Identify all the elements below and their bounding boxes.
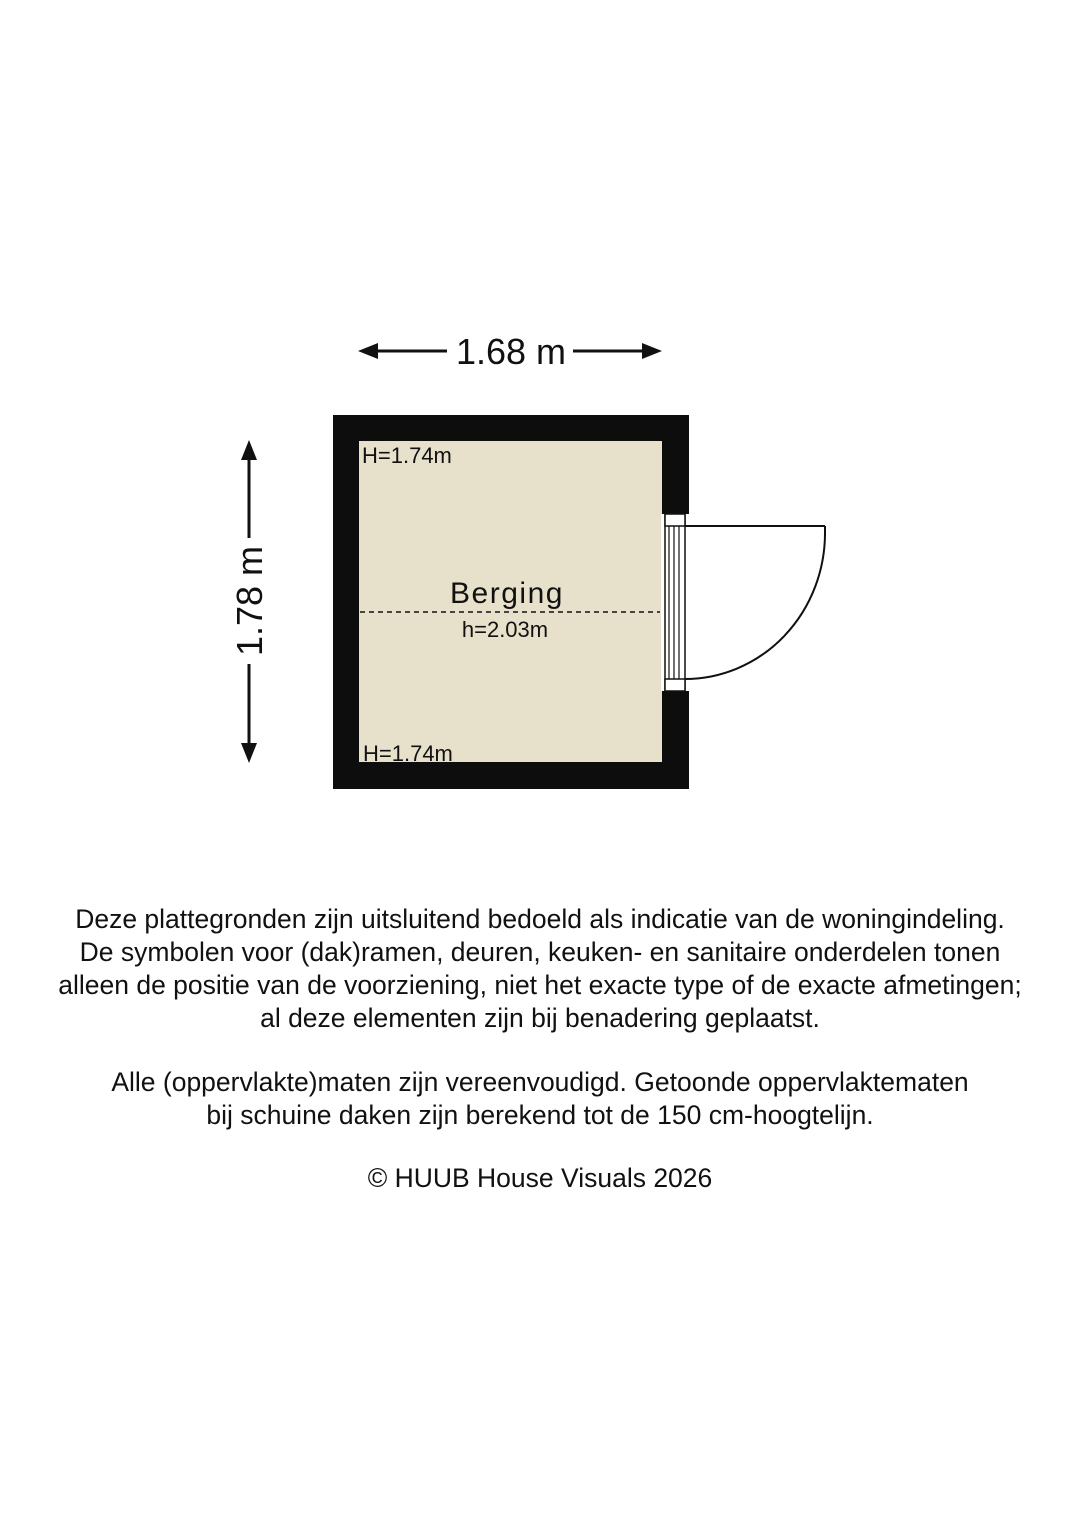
disclaimer-paragraph-1 xyxy=(0,903,1080,1035)
copyright-text: © HUUB House Visuals 2026 xyxy=(367,1163,713,1193)
disclaimer-line: alleen de positie van de voorziening, niet het exacte type of de exacte afmetingen; xyxy=(58,970,1022,1000)
door-swing-arc xyxy=(685,532,825,679)
arrow-up-icon xyxy=(241,440,257,460)
room-name: Berging xyxy=(450,577,564,610)
disclaimer-paragraph-2 xyxy=(0,1066,1080,1132)
slope-height-bottom: H=1.74m xyxy=(363,741,453,766)
door xyxy=(661,514,825,691)
door-jamb-bottom xyxy=(665,679,685,691)
disclaimer-line: bij schuine daken zijn berekend tot de 150 cm-hoogtelijn. xyxy=(206,1100,874,1130)
disclaimer-line: Deze plattegronden zijn uitsluitend bedoeld als indicatie van de woningindeling. xyxy=(75,904,1005,934)
depth-dimension xyxy=(229,440,270,763)
arrow-down-icon xyxy=(241,743,257,763)
arrow-left-icon xyxy=(358,343,378,359)
disclaimer-line: De symbolen voor (dak)ramen, deuren, keuken- en sanitaire onderdelen tonen xyxy=(79,937,1001,967)
width-label: 1.68 m xyxy=(455,331,567,372)
door-jamb-top xyxy=(665,514,685,526)
depth-label: 1.78 m xyxy=(229,545,270,657)
room-height-label: h=2.03m xyxy=(461,617,549,642)
copyright-notice xyxy=(0,1162,1080,1195)
disclaimer-line: Alle (oppervlakte)maten zijn vereenvoudigd. Getoonde oppervlaktematen xyxy=(111,1067,969,1097)
arrow-right-icon xyxy=(642,343,662,359)
disclaimer-line: al deze elementen zijn bij benadering geplaatst. xyxy=(260,1003,820,1033)
width-dimension xyxy=(358,331,662,372)
slope-height-top: H=1.74m xyxy=(362,443,452,468)
